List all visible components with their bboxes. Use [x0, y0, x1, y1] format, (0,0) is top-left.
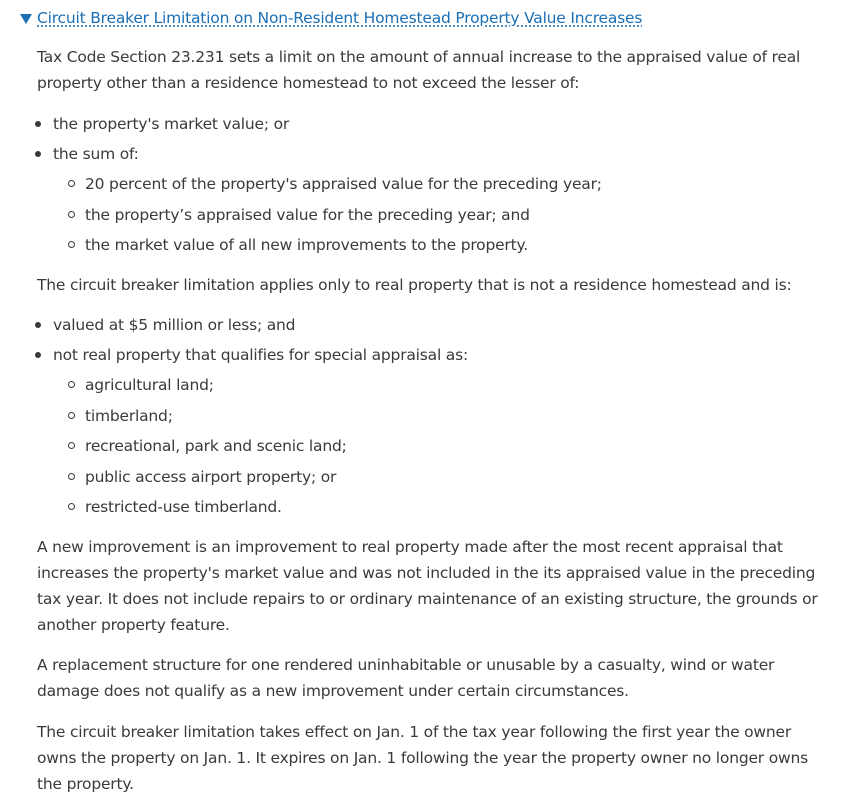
list-item: the property's market value; or — [53, 112, 289, 136]
sub-list-item: the property’s appraised value for the preceding year; and — [85, 203, 530, 227]
replacement-paragraph: A replacement structure for one rendered uninhabitable or unusable by a casualty, wind or water damage does not qualify as a new improvement under certain circumstances. — [37, 656, 775, 700]
sub-list-item: public access airport property; or — [85, 465, 336, 489]
list-item: not real property that qualifies for special appraisal as: — [53, 343, 468, 367]
sub-list-item: timberland; — [85, 404, 173, 428]
triangle-down-icon — [20, 14, 32, 24]
sub-list-item: agricultural land; — [85, 373, 214, 397]
sub-list-item: recreational, park and scenic land; — [85, 434, 347, 458]
sub-list-item: restricted-use timberland. — [85, 495, 282, 519]
disclosure-title-link[interactable]: Circuit Breaker Limitation on Non-Resident Homestead Property Value Increases — [37, 9, 643, 27]
sub-list-item: 20 percent of the property's appraised value for the preceding year; — [85, 172, 602, 196]
applies-paragraph: The circuit breaker limitation applies only to real property that is not a residence homestead and is: — [37, 276, 792, 294]
intro-paragraph: Tax Code Section 23.231 sets a limit on the amount of annual increase to the appraised value of real property other than a residence homestead to not exceed the lesser of: — [37, 48, 801, 92]
new-improvement-paragraph: A new improvement is an improvement to real property made after the most recent appraisal that increases the property's market value and was not included in the its appraised value in the preceding tax year. It does not include repairs to or ordinary maintenance of an existing structure, the grounds or another property feature. — [37, 538, 818, 634]
list-item: valued at $5 million or less; and — [53, 313, 295, 337]
effective-paragraph: The circuit breaker limitation takes effect on Jan. 1 of the tax year following the first year the owner owns the property on Jan. 1. It expires on Jan. 1 following the year the property owner no longer owns the property. — [37, 723, 808, 793]
list-item: the sum of: — [53, 142, 139, 166]
sub-list-item: the market value of all new improvements to the property. — [85, 233, 528, 257]
disclosure-summary[interactable] — [20, 6, 642, 30]
